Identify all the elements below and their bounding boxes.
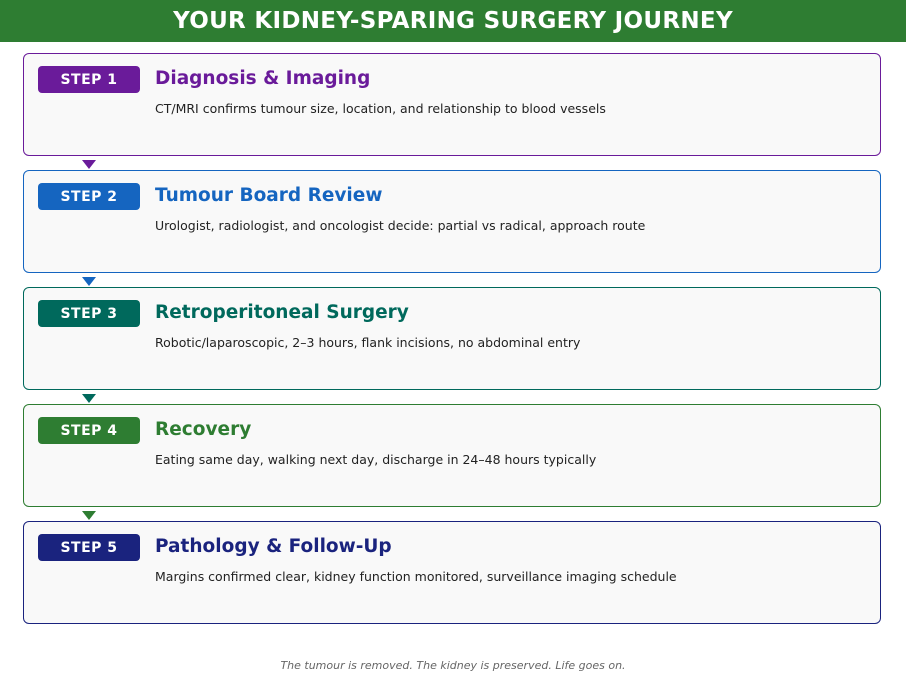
- step-card-5: [23, 521, 881, 624]
- step-badge: STEP 5: [38, 534, 140, 561]
- arrow-down-icon: [82, 511, 96, 520]
- step-description: CT/MRI confirms tumour size, location, and relationship to blood vessels: [155, 101, 606, 116]
- step-description: Eating same day, walking next day, discharge in 24–48 hours typically: [155, 452, 597, 467]
- step-title: Recovery: [155, 419, 252, 440]
- step-title: Tumour Board Review: [155, 185, 383, 206]
- footer-tagline: The tumour is removed. The kidney is preserved. Life goes on.: [280, 659, 626, 672]
- step-badge: STEP 3: [38, 300, 140, 327]
- step-description: Margins confirmed clear, kidney function monitored, surveillance imaging schedule: [155, 569, 677, 584]
- step-title: Retroperitoneal Surgery: [155, 302, 409, 323]
- arrow-down-icon: [82, 160, 96, 169]
- step-card-3: [23, 287, 881, 390]
- step-title: Diagnosis & Imaging: [155, 68, 371, 89]
- arrow-down-icon: [82, 277, 96, 286]
- step-badge: STEP 2: [38, 183, 140, 210]
- step-title: Pathology & Follow-Up: [155, 536, 392, 557]
- arrow-down-icon: [82, 394, 96, 403]
- step-card-1: [23, 53, 881, 156]
- page-title: YOUR KIDNEY-SPARING SURGERY JOURNEY: [0, 0, 906, 42]
- step-card-4: [23, 404, 881, 507]
- step-badge: STEP 1: [38, 66, 140, 93]
- step-description: Robotic/laparoscopic, 2–3 hours, flank incisions, no abdominal entry: [155, 335, 581, 350]
- step-description: Urologist, radiologist, and oncologist decide: partial vs radical, approach route: [155, 218, 646, 233]
- step-badge: STEP 4: [38, 417, 140, 444]
- step-card-2: [23, 170, 881, 273]
